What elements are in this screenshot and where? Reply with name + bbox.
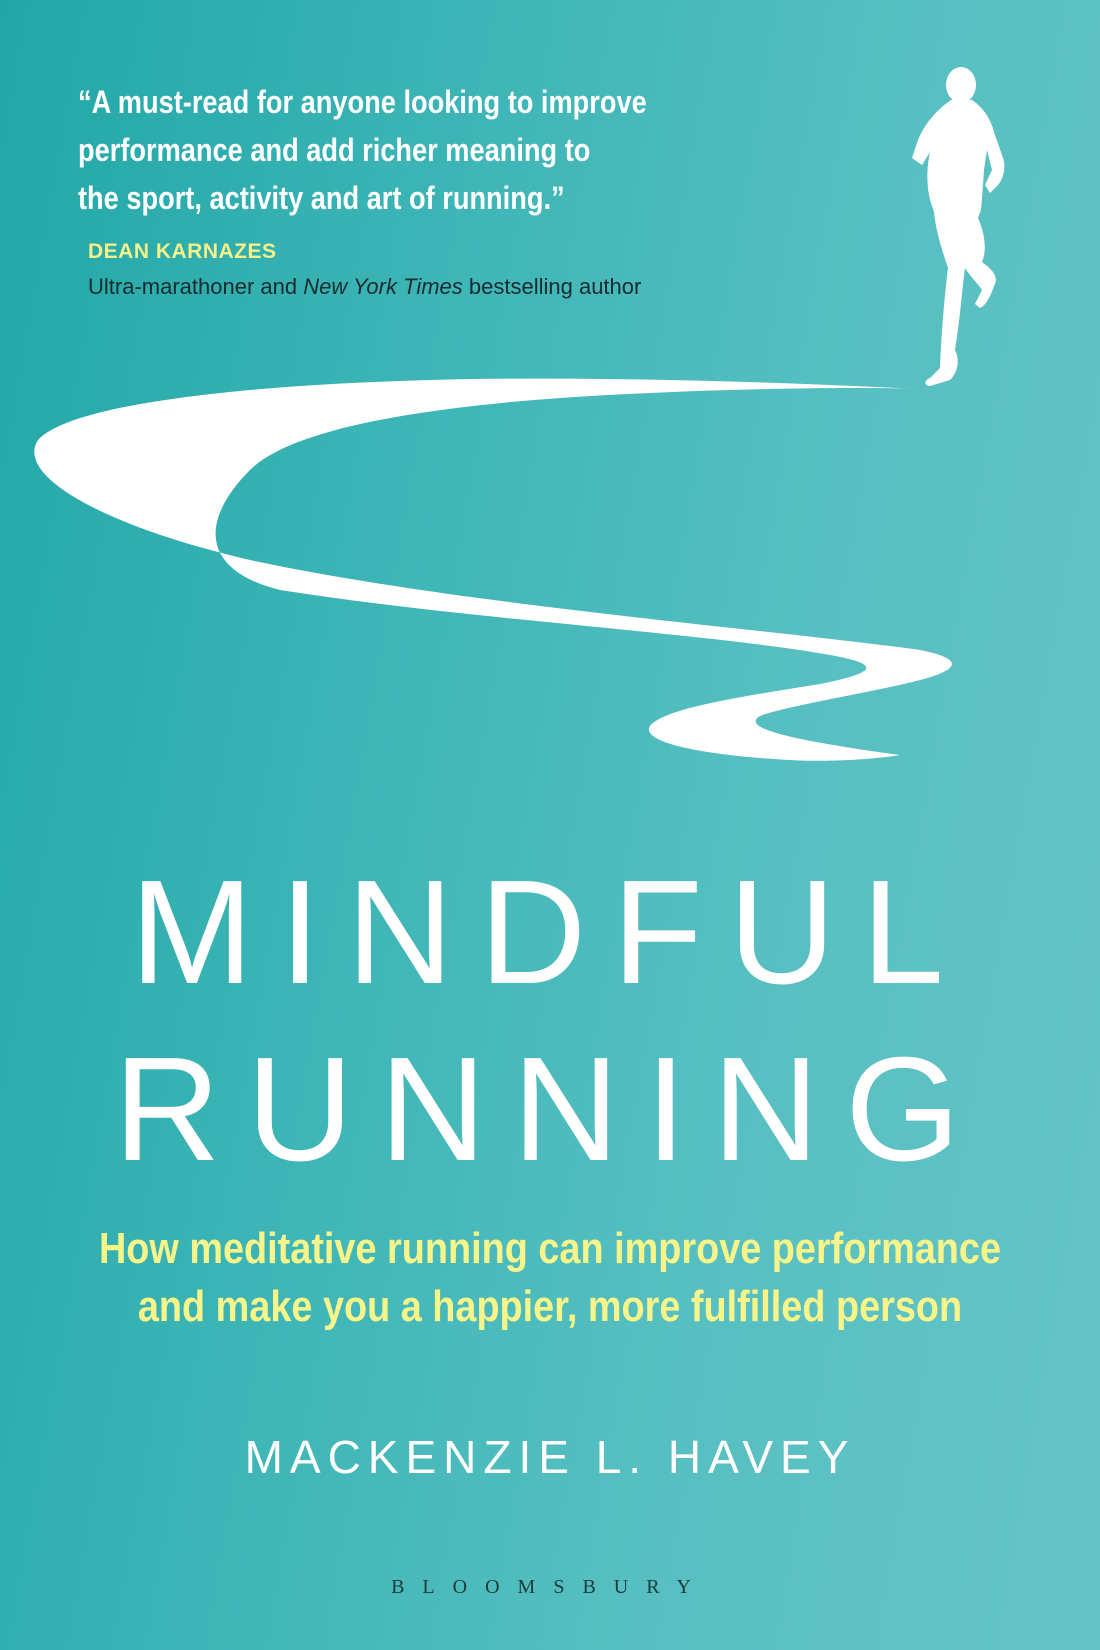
- subtitle-line: and make you a happier, more fulfilled person: [137, 1282, 963, 1331]
- quote-line: performance and add richer meaning to: [78, 132, 591, 168]
- subtitle-line: How meditative running can improve performance: [98, 1224, 1002, 1273]
- book-subtitle: [0, 1220, 1100, 1336]
- winding-path: [34, 379, 952, 761]
- book-title-line-1: MINDFUL: [130, 850, 970, 1015]
- book-author: MACKENZIE L. HAVEY: [244, 1431, 856, 1483]
- runner-silhouette-icon: [912, 67, 1004, 386]
- quote-line: “A must-read for anyone looking to improve: [78, 84, 647, 120]
- quote-line: the sport, activity and art of running.”: [78, 180, 565, 216]
- credential-suffix: bestselling author: [462, 274, 642, 299]
- cover-illustration: [0, 0, 1100, 820]
- quote-author: DEAN KARNAZES: [88, 240, 277, 263]
- credential-prefix: Ultra-marathoner and: [88, 274, 304, 299]
- publisher-name: BLOOMSBURY: [391, 1576, 709, 1598]
- book-title-line-2: RUNNING: [113, 1027, 987, 1192]
- credential-publication: New York Times: [303, 274, 463, 299]
